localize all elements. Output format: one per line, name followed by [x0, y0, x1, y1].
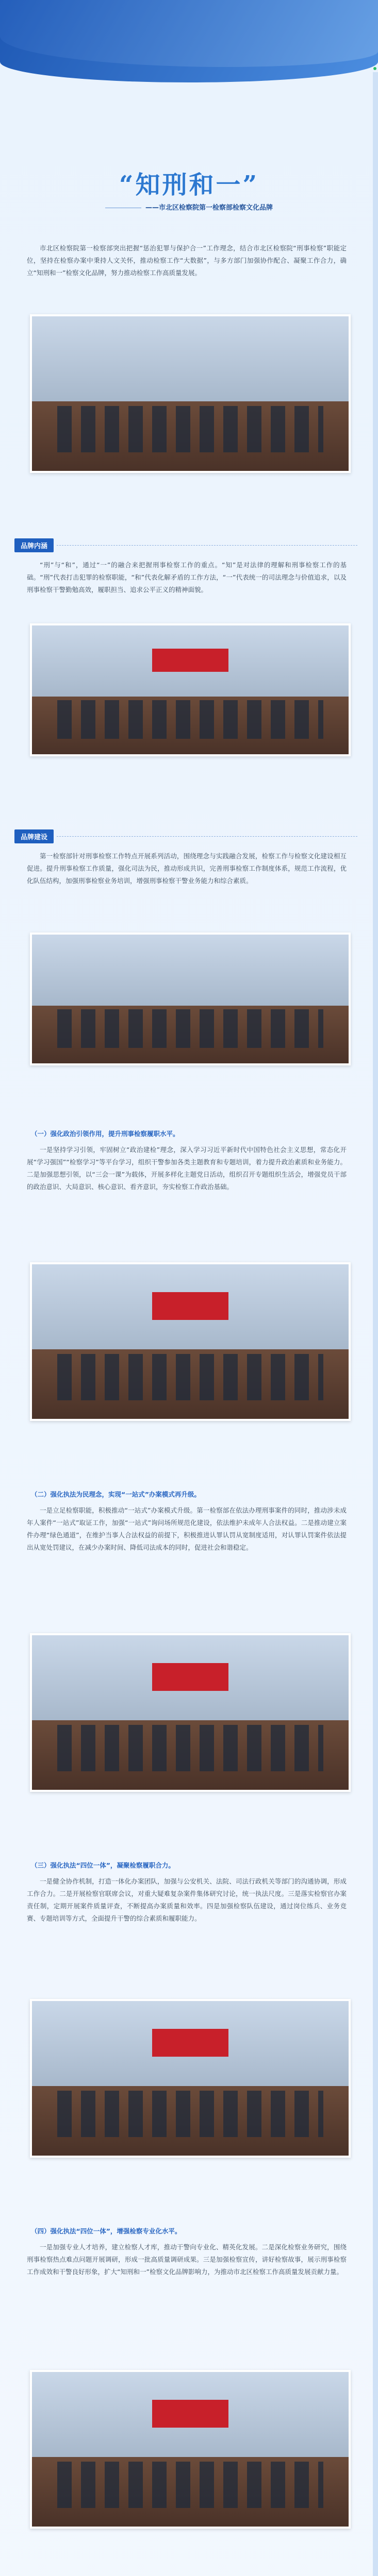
photo-exhibition	[30, 314, 351, 473]
side-strip	[373, 72, 378, 2576]
section-tag-building: 品牌建设	[14, 829, 54, 843]
page-subtitle: ——市北区检察院第一检察部检察文化品牌	[0, 202, 378, 212]
photo-meeting-3	[30, 1633, 351, 1792]
page-title: “知刑和一”	[119, 171, 259, 199]
heading-specialization: （四）强化执法“四位一体”，增强检察专业化水平。	[31, 2227, 182, 2235]
photo-award	[30, 933, 351, 1065]
photo-meeting-1	[30, 623, 351, 756]
indicator-dot	[373, 67, 376, 70]
section-tag-connotation: 品牌内涵	[14, 538, 54, 552]
building-paragraph: 第一检察部针对刑事检察工作特点开展系列活动，围绕理念与实践融合发展，检察工作与检察文化建设相互促进。提升刑事检察工作质量，强化司法为民，推动形成共识，完善刑事检察工作制度体系，规范工作流程，优化队伍结构，加强刑事检察业务培训，增强刑事检察干警业务能力和综合素质。	[27, 852, 347, 885]
heading-cooperation: （三）强化执法“四位一体”，凝聚检察履职合力。	[31, 1861, 175, 1869]
heading-political: （一）强化政治引领作用，提升刑事检察履职水平。	[31, 1130, 179, 1138]
section-divider	[57, 545, 357, 546]
photo-training	[30, 2370, 351, 2529]
political-paragraph: 一是坚持学习引领，牢固树立“政治建检”理念，深入学习习近平新时代中国特色社会主义思想，常态化开展“学习强国”“检察学习”等平台学习，组织干警参加各类主题教育和专题培训，着力提升政治素质和业务能力。二是加强思想引领，以“三会一课”为载体，开展多样化主题党日活动，组织召开专题组织生活会，增强党员干部的政治意识、大局意识、核心意识、看齐意识，夯实检察工作政治基础。	[27, 1146, 347, 1191]
section-divider	[57, 836, 357, 837]
photo-meeting-4	[30, 1999, 351, 2158]
specialization-paragraph: 一是加强专业人才培养，建立检察人才库，推动干警向专业化、精英化发展。二是深化检察业务研究，围绕刑事检察热点难点问题开展调研，形成一批高质量调研成果。三是加强检察宣传，讲好检察故事，展示刑事检察工作成效和干警良好形象，扩大“知刑和一”检察文化品牌影响力，为推动市北区检察工作高质量发展贡献力量。	[27, 2243, 347, 2276]
onestop-paragraph: 一是立足检察职能，积极推动“一站式”办案模式升级。第一检察部在依法办理刑事案件的同时，推动涉未成年人案件“一站式”取证工作，加强“一站式”询问场所规范化建设，依法维护未成年人合法权益。二是推动建立案件办理“绿色通道”，在维护当事人合法权益的前提下，积极推进认罪认罚从宽制度适用，对认罪认罚案件依法提出从宽处罚建议，在减少办案时间、降低司法成本的同时，促进社会和谐稳定。	[27, 1506, 347, 1551]
photo-meeting-2	[30, 1262, 351, 1421]
cooperation-paragraph: 一是健全协作机制，打造一体化办案团队，加强与公安机关、法院、司法行政机关等部门的沟通协调，形成工作合力。二是开展检察官联席会议，对重大疑难复杂案件集体研究讨论，统一执法尺度。三是落实检察官办案责任制，定期开展案件质量评查，不断提高办案质量和效率。四是加强检察队伍建设，通过岗位练兵、业务竞赛、专题培训等方式，全面提升干警的综合素质和履职能力。	[27, 1877, 347, 1922]
connotation-paragraph: “刑”与“和”，通过“一”的融合来把握刑事检察工作的重点。“知”是对法律的理解和刑事检察工作的基础。“刑”代表打击犯罪的检察职能，“和”代表化解矛盾的工作方法，“一”代表统一的司法理念与价值追求，以及刑事检察干警勤勉高效，履职担当、追求公平正义的精神面貌。	[27, 561, 347, 594]
intro-paragraph: 市北区检察院第一检察部突出把握“惩治犯罪与保护合一”工作理念，结合市北区检察院“刑事检察”职能定位，坚持在检察办案中秉持人文关怀，推动检察工作“大数据”，与多方部门加强协作配合、凝聚工作合力，确立“知刑和一”检察文化品牌，努力推动检察工作高质量发展。	[27, 244, 347, 277]
heading-onestop: （二）强化执法为民理念，实现“一站式”办案模式再升级。	[31, 1490, 201, 1498]
